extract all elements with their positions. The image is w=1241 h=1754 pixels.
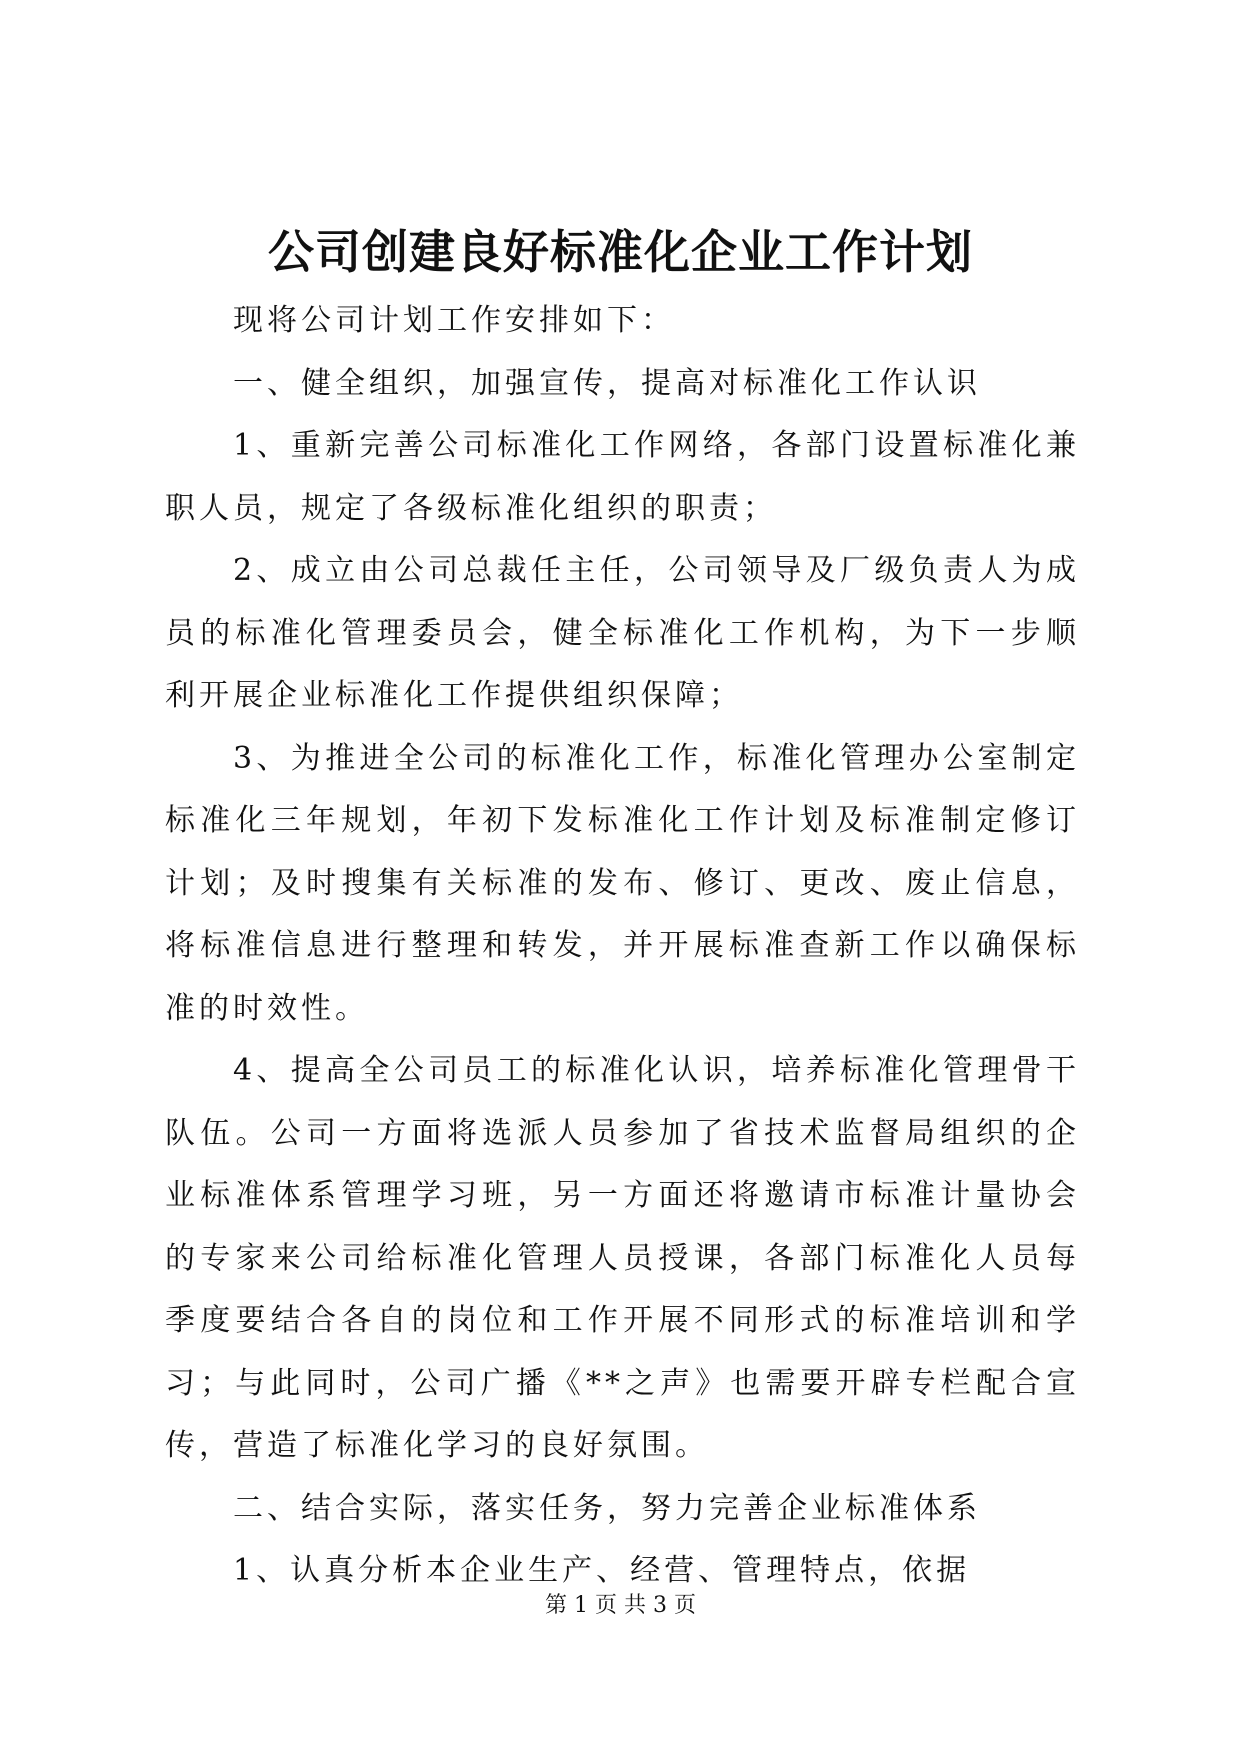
paragraph-1-3: 3、为推进全公司的标准化工作，标准化管理办公室制定标准化三年规划，年初下发标准化工作计划及标准制定修订计划；及时搜集有关标准的发布、修订、更改、废止信息，将标准信息进行整理和转发，并开展标准查新工作以确保标准的时效性。 [165, 740, 1080, 1026]
paragraph-intro: 现将公司计划工作安排如下： [233, 303, 675, 338]
paragraph-2-1: 1、认真分析本企业生产、经营、管理特点，依据 [233, 1553, 971, 1588]
page-footer: 第 1 页 共 3 页 [545, 1593, 696, 1618]
section-heading-1: 一、健全组织，加强宣传，提高对标准化工作认识 [233, 365, 981, 401]
paragraph-1-4: 4、提高全公司员工的标准化认识，培养标准化管理骨干队伍。公司一方面将选派人员参加了省技术监督局组织的企业标准体系管理学习班，另一方面还将邀请市标准计量协会的专家来公司给标准化管理人员授课，各部门标准化人员每季度要结合各自的岗位和工作开展不同形式的标准培训和学习；与此同时，公司广播《**之声》也需要开辟专栏配合宣传，营造了标准化学习的良好氛围。 [165, 1053, 1080, 1463]
document-body [165, 290, 1080, 1603]
section-heading-2: 二、结合实际，落实任务，努力完善企业标准体系 [233, 1490, 981, 1526]
document-title: 公司创建良好标准化企业工作计划 [268, 225, 973, 279]
paragraph-1-1: 1、重新完善公司标准化工作网络，各部门设置标准化兼职人员，规定了各级标准化组织的职责； [165, 428, 1080, 526]
paragraph-1-2: 2、成立由公司总裁任主任，公司领导及厂级负责人为成员的标准化管理委员会，健全标准化工作机构，为下一步顺利开展企业标准化工作提供组织保障； [165, 553, 1080, 713]
